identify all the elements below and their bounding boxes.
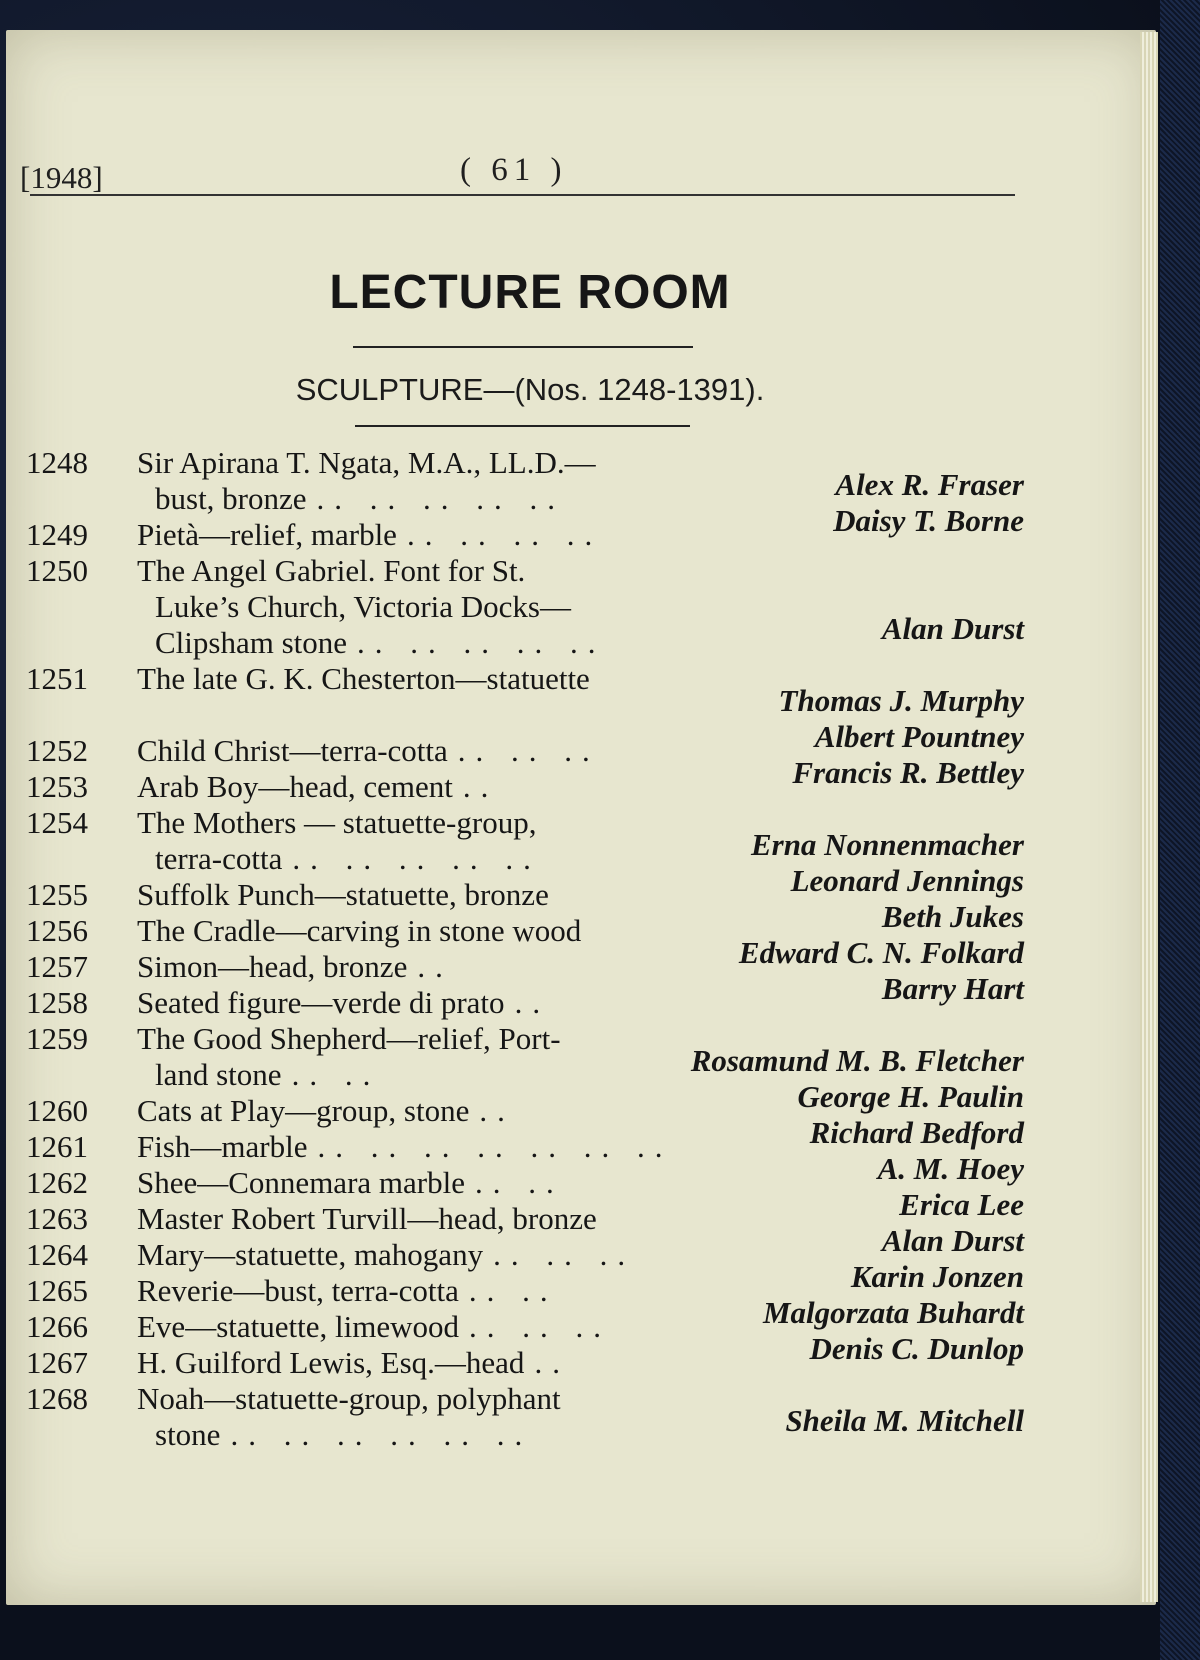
entry-text: Clipsham stone	[155, 625, 348, 660]
artist-name: Erica Lee	[899, 1187, 1024, 1222]
entry-description	[137, 733, 600, 769]
entry-text: terra-cotta	[155, 841, 283, 876]
leader-dots: .. .. ..	[468, 1309, 611, 1344]
cover-edge	[1160, 0, 1200, 1660]
entry-line	[0, 503, 1040, 553]
artist-name: Alan Durst	[881, 611, 1024, 646]
artist-name: Albert Pountney	[814, 719, 1024, 754]
entry-text: Sir Apirana T. Ngata, M.A., LL.D.—	[137, 445, 596, 480]
title-rule	[353, 346, 693, 348]
entry-number: 1260	[26, 1093, 88, 1128]
entry-number: 1248	[26, 445, 88, 480]
entry-description	[155, 1057, 380, 1093]
entry-description	[137, 1201, 597, 1237]
entry-text: Child Christ—terra-cotta	[137, 733, 448, 768]
artist-name: Edward C. N. Folkard	[738, 935, 1024, 970]
entry-number: 1258	[26, 985, 88, 1020]
artist-name: Daisy T. Borne	[833, 503, 1024, 538]
entry-number: 1255	[26, 877, 88, 912]
entry-number: 1264	[26, 1237, 88, 1272]
leader-dots: .. .. ..	[493, 1237, 636, 1272]
entry-number: 1252	[26, 733, 88, 768]
artist-name: Alex R. Fraser	[835, 467, 1024, 502]
leader-dots: ..	[462, 769, 499, 804]
entry-number: 1263	[26, 1201, 88, 1236]
artist-name: Leonard Jennings	[790, 863, 1024, 898]
entry-description	[137, 1237, 635, 1273]
entry-description	[137, 949, 453, 985]
entry-text: The Cradle—carving in stone wood	[137, 913, 582, 948]
entry-text: Shee—Connemara marble	[137, 1165, 465, 1200]
leader-dots: .. ..	[468, 1273, 558, 1308]
entry-description	[137, 1273, 558, 1309]
entry-description	[155, 481, 565, 517]
entry-text: Seated figure—verde di prato	[137, 985, 505, 1020]
entry-text: Master Robert Turvill—head, bronze	[137, 1201, 597, 1236]
entry-line	[0, 611, 1040, 661]
entry-text: The Good Shepherd—relief, Port-	[137, 1021, 561, 1056]
entry-text: Cats at Play—group, stone	[137, 1093, 470, 1128]
entry-number: 1250	[26, 553, 88, 588]
entry-text: The Angel Gabriel. Font for St.	[137, 553, 526, 588]
leader-dots: .. ..	[291, 1057, 381, 1092]
entry-number: 1267	[26, 1345, 88, 1380]
entry-line	[0, 755, 1040, 805]
leader-dots: .. ..	[474, 1165, 564, 1200]
catalogue-entry	[0, 1381, 1040, 1453]
entry-number: 1254	[26, 805, 88, 840]
entry-number: 1253	[26, 769, 88, 804]
catalogue-entry	[0, 971, 1040, 1021]
entry-text: The late G. K. Chesterton—statuette	[137, 661, 590, 696]
leader-dots: .. .. .. ..	[406, 517, 603, 552]
catalogue-entry	[0, 553, 1040, 661]
entry-description	[137, 1309, 611, 1345]
entry-description	[137, 985, 550, 1021]
artist-name: A. M. Hoey	[877, 1151, 1024, 1186]
artist-name: Rosamund M. B. Fletcher	[690, 1043, 1024, 1078]
artist-name: Erna Nonnenmacher	[750, 827, 1024, 862]
entry-description	[137, 1129, 673, 1165]
artist-name: George H. Paulin	[797, 1079, 1024, 1114]
catalogue-entry	[0, 755, 1040, 805]
entry-number: 1265	[26, 1273, 88, 1308]
entry-number: 1251	[26, 661, 88, 696]
entry-line	[0, 1331, 1040, 1381]
entry-text: Arab Boy—head, cement	[137, 769, 453, 804]
entry-description	[137, 1165, 564, 1201]
page-number: ( 61 )	[460, 152, 568, 188]
entry-description	[137, 913, 581, 949]
entry-text: Eve—statuette, limewood	[137, 1309, 459, 1344]
entry-number: 1257	[26, 949, 88, 984]
entry-text: H. Guilford Lewis, Esq.—head	[137, 1345, 525, 1380]
entry-number: 1261	[26, 1129, 88, 1164]
leader-dots: ..	[479, 1093, 515, 1128]
section-subtitle: SCULPTURE—(Nos. 1248-1391).	[295, 372, 765, 407]
entry-number: 1266	[26, 1309, 88, 1344]
entry-line	[0, 971, 1040, 1021]
entry-description	[155, 625, 606, 661]
catalogue-entry	[0, 503, 1040, 553]
entry-line	[0, 553, 1040, 589]
artist-name: Karin Jonzen	[850, 1259, 1024, 1294]
entry-number: 1256	[26, 913, 88, 948]
artist-name: Barry Hart	[881, 971, 1024, 1006]
artist-name: Beth Jukes	[881, 899, 1024, 934]
entry-description	[137, 445, 596, 481]
artist-name: Malgorzata Buhardt	[762, 1295, 1024, 1330]
artist-name: Thomas J. Murphy	[778, 683, 1024, 718]
entry-text: stone	[155, 1417, 221, 1452]
entry-description	[137, 769, 498, 805]
entry-text: Mary—statuette, mahogany	[137, 1237, 484, 1272]
entry-number: 1259	[26, 1021, 88, 1056]
entry-description	[137, 1345, 570, 1381]
entry-text: Pietà—relief, marble	[137, 517, 397, 552]
entry-description	[137, 1381, 561, 1417]
entry-list	[0, 445, 1040, 1453]
leader-dots: .. .. ..	[457, 733, 600, 768]
entry-text: bust, bronze	[155, 481, 307, 516]
entry-text: The Mothers — statuette-group,	[137, 805, 537, 840]
entry-text: Reverie—bust, terra-cotta	[137, 1273, 459, 1308]
artist-name: Denis C. Dunlop	[809, 1331, 1024, 1366]
entry-number: 1262	[26, 1165, 88, 1200]
entry-text: Luke’s Church, Victoria Docks—	[155, 589, 571, 624]
entry-number: 1268	[26, 1381, 88, 1416]
leader-dots: .. .. .. .. ..	[316, 481, 566, 516]
entry-text: Fish—marble	[137, 1129, 308, 1164]
artist-name: Sheila M. Mitchell	[785, 1403, 1024, 1438]
catalogue-entry	[0, 1151, 1040, 1201]
leader-dots: ..	[417, 949, 453, 984]
header-rule	[30, 194, 1015, 196]
artist-name: Richard Bedford	[809, 1115, 1024, 1150]
entry-description	[155, 841, 541, 877]
leader-dots: .. .. .. .. ..	[357, 625, 606, 660]
catalogue-entry	[0, 1331, 1040, 1381]
entry-text: Suffolk Punch—statuette, bronze	[137, 877, 549, 912]
entry-line	[0, 1151, 1040, 1201]
entry-description	[137, 1093, 515, 1129]
entry-description	[137, 1021, 561, 1057]
entry-text: land stone	[155, 1057, 282, 1092]
year-label: [1948]	[20, 160, 103, 195]
entry-number: 1249	[26, 517, 88, 552]
page-edges	[1140, 32, 1158, 1602]
leader-dots: .. .. .. .. .. .. ..	[317, 1129, 673, 1164]
entry-description	[155, 1417, 532, 1453]
entry-description	[137, 877, 549, 913]
entry-description	[137, 517, 602, 553]
entry-description	[137, 805, 536, 841]
entry-text: Noah—statuette-group, polyphant	[137, 1381, 561, 1416]
leader-dots: .. .. .. .. .. ..	[230, 1417, 533, 1452]
leader-dots: ..	[534, 1345, 570, 1380]
leader-dots: ..	[514, 985, 551, 1020]
entry-description	[137, 553, 525, 589]
subtitle-rule	[355, 425, 690, 427]
entry-text: Simon—head, bronze	[137, 949, 408, 984]
leader-dots: .. .. .. .. ..	[292, 841, 541, 876]
artist-name: Francis R. Bettley	[792, 755, 1024, 790]
page-title: LECTURE ROOM	[329, 266, 731, 319]
entry-line	[0, 1403, 1040, 1453]
artist-name: Alan Durst	[881, 1223, 1024, 1258]
entry-description	[155, 589, 571, 625]
entry-description	[137, 661, 590, 697]
